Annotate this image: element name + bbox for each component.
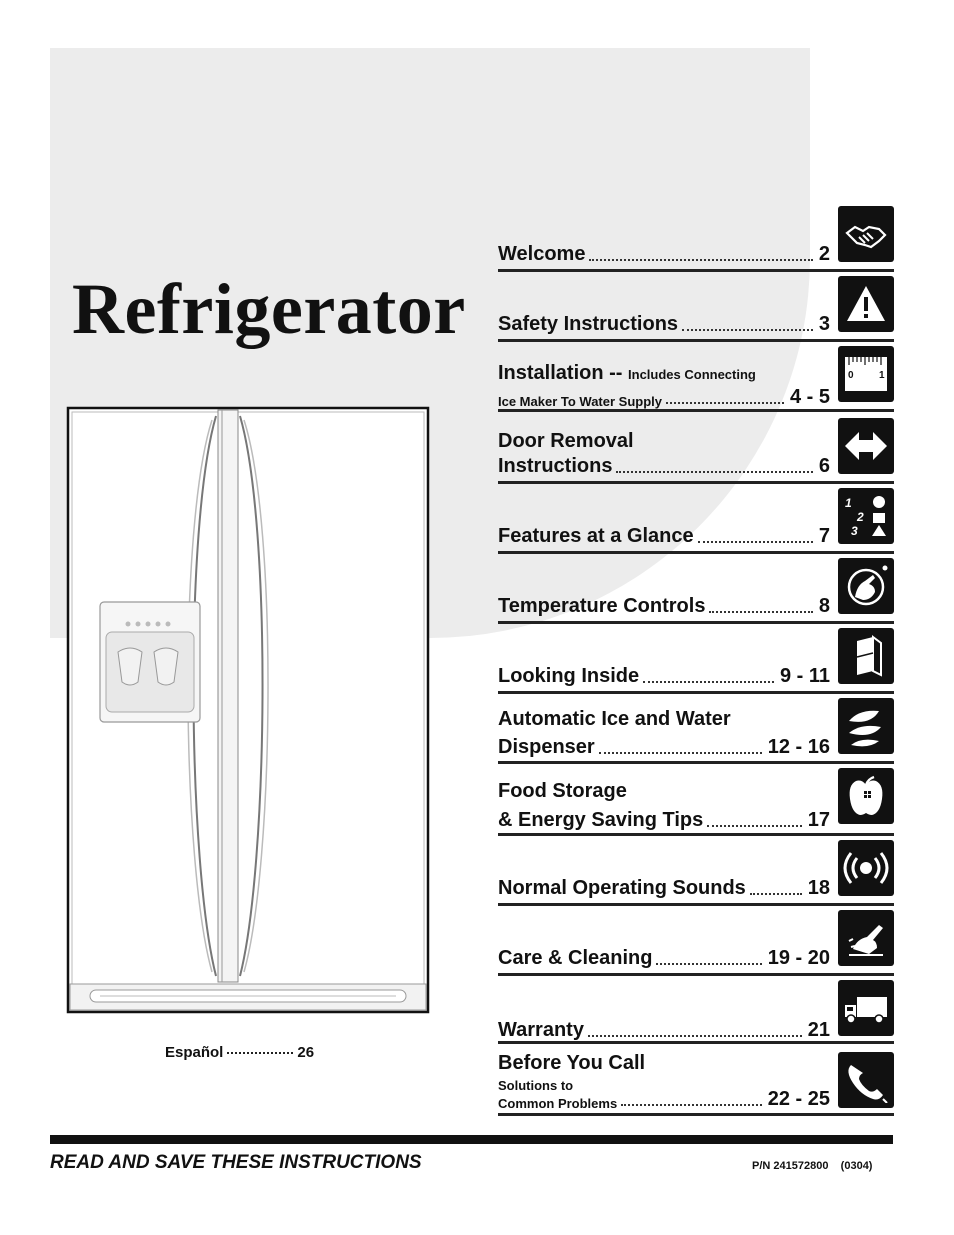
toc-page: 12 - 16 bbox=[767, 736, 830, 758]
part-number: P/N 241572800 (0304) bbox=[752, 1160, 873, 1172]
dot-leader bbox=[709, 611, 812, 613]
toc-page: 17 bbox=[807, 809, 830, 831]
dot-leader bbox=[643, 681, 774, 683]
dot-leader bbox=[589, 259, 812, 261]
refrigerator-illustration bbox=[66, 406, 430, 1014]
feature-number-two: 2 bbox=[857, 510, 864, 524]
toc-entry-welcome[interactable] bbox=[498, 206, 894, 272]
dot-leader bbox=[707, 825, 802, 827]
dot-leader bbox=[682, 329, 813, 331]
toc-page: 7 bbox=[818, 525, 830, 547]
toc-page: 6 bbox=[818, 455, 830, 477]
toc-label: Dispenser bbox=[498, 736, 595, 758]
toc-label: Instructions bbox=[498, 455, 613, 477]
toc-entry-food-storage[interactable] bbox=[498, 766, 894, 836]
ruler-icon bbox=[838, 346, 894, 402]
ruler-label-zero: 0 bbox=[848, 370, 854, 381]
truck-icon bbox=[838, 980, 894, 1036]
page-title: Refrigerator bbox=[72, 269, 466, 349]
toc-entry-before-you-call[interactable] bbox=[498, 1050, 894, 1116]
toc-page: 18 bbox=[807, 877, 830, 899]
sound-icon bbox=[838, 840, 894, 896]
toc-entry-safety[interactable] bbox=[498, 276, 894, 342]
divider bbox=[498, 973, 894, 976]
toc-sublabel: Common Problems bbox=[498, 1096, 618, 1111]
toc-entry-care-cleaning[interactable] bbox=[498, 910, 894, 976]
dot-leader bbox=[616, 471, 812, 473]
divider bbox=[498, 551, 894, 554]
dial-hand-icon bbox=[838, 558, 894, 614]
toc-entry-features[interactable] bbox=[498, 488, 894, 554]
double-arrow-icon bbox=[838, 418, 894, 474]
phone-icon bbox=[838, 1052, 894, 1108]
dot-leader bbox=[750, 893, 802, 895]
toc-sublabel: Ice Maker To Water Supply bbox=[498, 394, 662, 409]
espanol-page: 26 bbox=[297, 1044, 315, 1061]
toc-label: Welcome bbox=[498, 243, 586, 265]
toc-label: Door Removal bbox=[498, 430, 634, 452]
dot-leader bbox=[621, 1104, 762, 1106]
toc-page: 8 bbox=[818, 595, 830, 617]
feature-number-three: 3 bbox=[851, 524, 858, 538]
toc-label: Automatic Ice and Water bbox=[498, 708, 731, 730]
dot-leader bbox=[698, 541, 813, 543]
ruler-label-one: 1 bbox=[879, 370, 885, 381]
toc-entry-warranty[interactable] bbox=[498, 980, 894, 1044]
toc-label: Warranty bbox=[498, 1019, 584, 1041]
toc-label: Normal Operating Sounds bbox=[498, 877, 746, 899]
toc-page: 19 - 20 bbox=[767, 947, 830, 969]
toc-page: 4 - 5 bbox=[789, 386, 830, 408]
dot-leader bbox=[656, 963, 761, 965]
toc-page: 21 bbox=[807, 1019, 830, 1041]
open-box-icon bbox=[838, 628, 894, 684]
cleaning-hand-icon bbox=[838, 910, 894, 966]
toc-entry-sounds[interactable] bbox=[498, 840, 894, 906]
divider bbox=[498, 339, 894, 342]
warning-icon bbox=[838, 276, 894, 332]
toc-label: Care & Cleaning bbox=[498, 947, 653, 969]
toc-sublabel: Solutions to bbox=[498, 1078, 574, 1093]
toc-label: Temperature Controls bbox=[498, 595, 706, 617]
divider bbox=[498, 621, 894, 624]
divider bbox=[498, 1113, 894, 1116]
toc-entry-door-removal[interactable] bbox=[498, 416, 894, 484]
divider bbox=[498, 409, 894, 412]
toc-page: 9 - 11 bbox=[779, 665, 830, 687]
divider bbox=[498, 903, 894, 906]
toc-label: Safety Instructions bbox=[498, 313, 679, 335]
toc-entry-installation[interactable] bbox=[498, 346, 894, 412]
feature-number-one: 1 bbox=[845, 496, 852, 510]
toc-label: Looking Inside bbox=[498, 665, 640, 687]
toc-page: 3 bbox=[818, 313, 830, 335]
espanol-label: Español bbox=[165, 1044, 224, 1061]
dot-leader bbox=[588, 1035, 802, 1037]
toc-entry-looking-inside[interactable] bbox=[498, 628, 894, 694]
footer-read-save: READ AND SAVE THESE INSTRUCTIONS bbox=[50, 1152, 422, 1173]
toc-page: 2 bbox=[818, 243, 830, 265]
toc-entry-temperature[interactable] bbox=[498, 558, 894, 624]
divider bbox=[498, 481, 894, 484]
toc-page: 22 - 25 bbox=[767, 1088, 830, 1110]
divider bbox=[498, 691, 894, 694]
toc-entry-ice-water[interactable] bbox=[498, 696, 894, 764]
leaves-icon bbox=[838, 698, 894, 754]
divider bbox=[498, 761, 894, 764]
toc-label: Food Storage bbox=[498, 780, 627, 802]
divider bbox=[498, 269, 894, 272]
divider bbox=[498, 833, 894, 836]
toc-label: Installation -- bbox=[498, 362, 623, 384]
toc-sublabel: Includes Connecting bbox=[628, 367, 756, 382]
numbered-shapes-icon bbox=[838, 488, 894, 544]
dot-leader bbox=[666, 402, 784, 404]
toc-label: Before You Call bbox=[498, 1052, 646, 1074]
espanol-entry[interactable] bbox=[165, 1044, 314, 1061]
toc-label: & Energy Saving Tips bbox=[498, 809, 704, 831]
footer-rule bbox=[50, 1135, 893, 1144]
handshake-icon bbox=[838, 206, 894, 262]
dot-leader bbox=[599, 752, 762, 754]
toc-label: Features at a Glance bbox=[498, 525, 694, 547]
apple-icon bbox=[838, 768, 894, 824]
divider bbox=[498, 1041, 894, 1044]
dot-leader bbox=[227, 1052, 293, 1054]
